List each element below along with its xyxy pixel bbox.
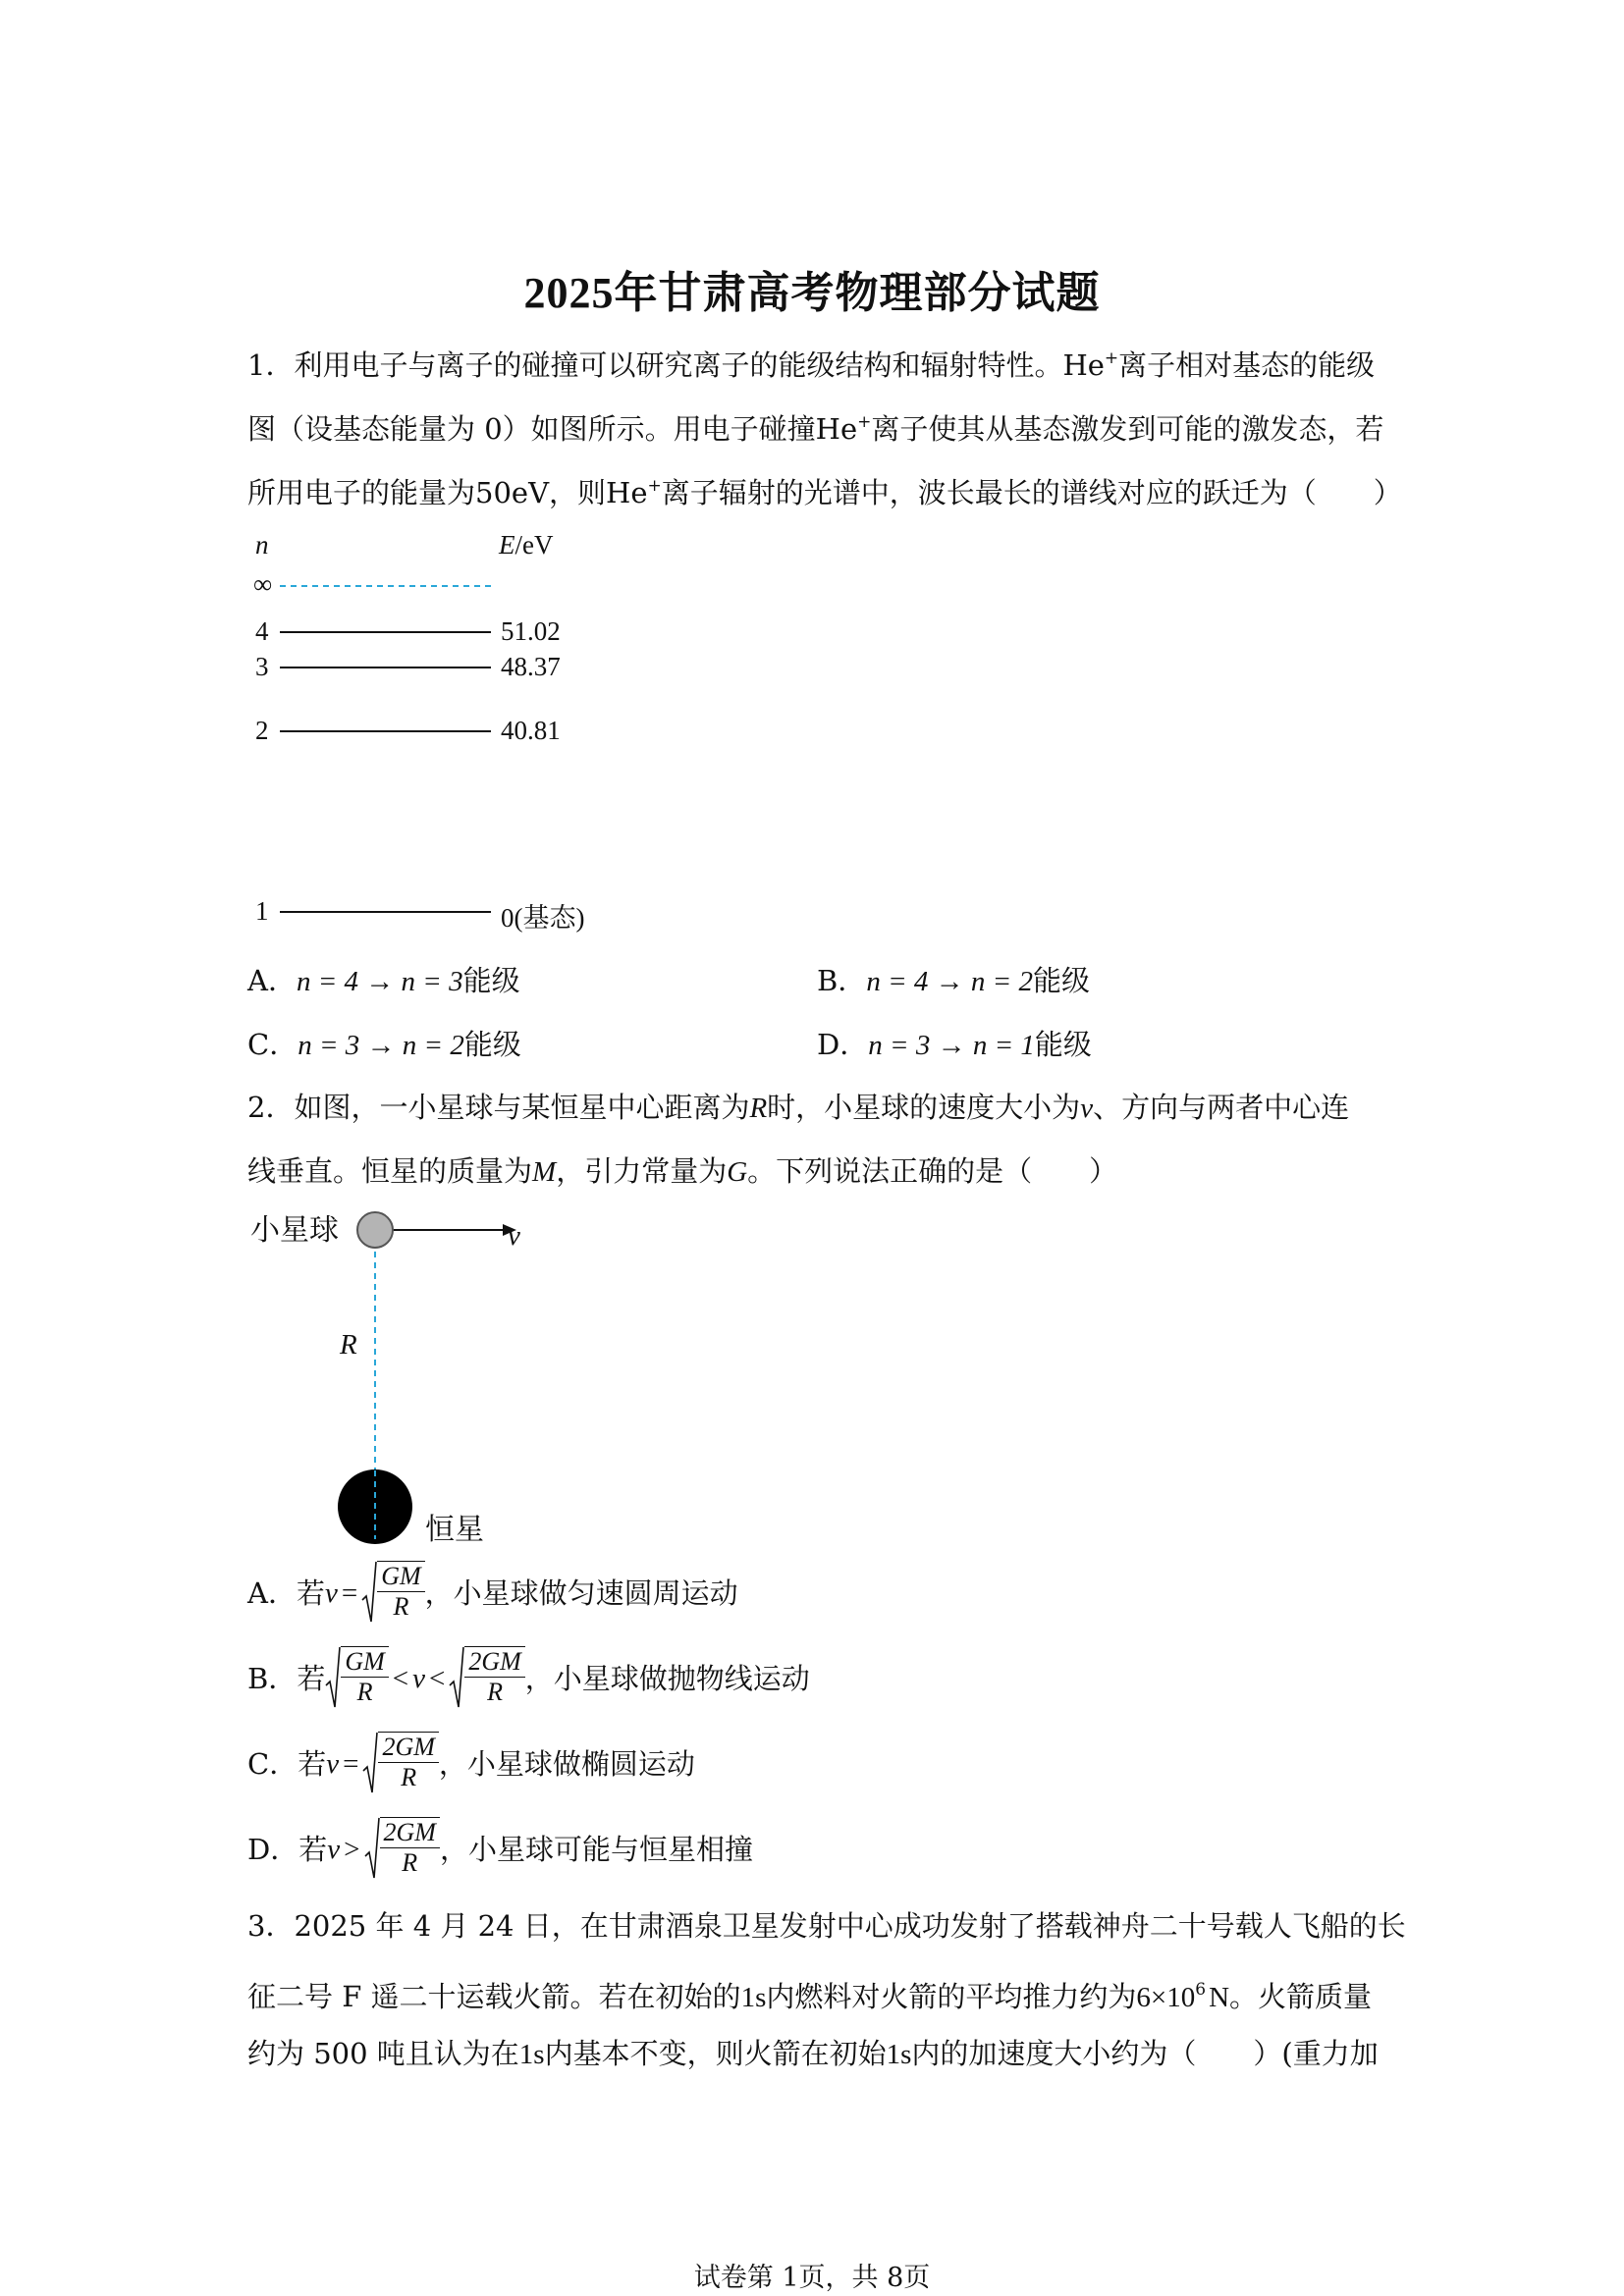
q1-text: ，则 [549,476,607,509]
velocity-label: v [508,1220,520,1252]
q2-option-a[interactable]: A． 若 v = $\frac{GM}{R}$ ，小星球做匀速圆周运动 [247,1561,738,1626]
option-expression: n = 4 → n = 2 [866,966,1033,997]
energy-axis-label: E/eV [499,530,554,560]
q3-line-2: 征二号 F 遥二十运载火箭。若在初始的1s内燃料对火箭的平均推力约为$6\times 10^6$ N。火箭质量 [247,1980,1373,2013]
q1-option-c[interactable]: C．n = 3 → n = 2能级 [247,1028,521,1061]
q1-option-a[interactable]: A．n = 4 → n = 3能级 [247,964,520,997]
level-energy-4: 51.02 [501,616,561,646]
planet-label: 小星球 [250,1213,339,1248]
ion-symbol: He [606,476,648,509]
q1-option-d[interactable]: D．n = 3 → n = 1能级 [817,1028,1092,1061]
symbol-m: M [532,1156,557,1188]
level-energy-3: 48.37 [501,652,561,681]
level-label-2: 2 [255,716,269,745]
q1-line-2 [247,402,1383,449]
q1-text: 离子使其从基态激发到可能的激发态，若 [871,412,1384,446]
planet-circle [357,1212,393,1248]
sqrt-2gm-over-r: $\frac{2GM}{R}$ [362,1732,438,1796]
energy-level-lines [275,564,511,928]
q2-option-d[interactable]: D． 若 v > $\frac{2GM}{R}$ ，小星球可能与恒星相撞 [247,1817,753,1882]
q1-text: 离子相对基态的能级 [1118,348,1376,382]
symbol-r: R [749,1093,768,1124]
q1-text: 图（设基态能量为 0）如图所示。用电子碰撞 [247,412,816,446]
q2-option-b[interactable]: B． 若 $\frac{GM}{R}$ < v < $\frac{2GM}{R}$ ，小星球做抛物线运动 [247,1646,810,1711]
page-title: 2025年甘肃高考物理部分试题 [523,269,1101,317]
symbol-g: G [727,1156,748,1188]
sqrt-2gm-over-r: $\frac{2GM}{R}$ [449,1646,524,1711]
sqrt-gm-over-r: $\frac{GM}{R}$ [361,1561,424,1626]
q1-text: 1．利用电子与离子的碰撞可以研究离子的能级结构和辐射特性。 [247,348,1063,382]
ion-charge: + [857,412,872,432]
q2-line-1: 2．如图，一小星球与某恒星中心距离为R时，小星球的速度大小为v、方向与两者中心连 [247,1091,1350,1124]
force-value: 6×10 [1136,1982,1196,2013]
page-footer: 试卷第 1页，共 8页 [693,2263,931,2293]
ion-symbol: He [1062,348,1105,382]
n-axis-label: n [255,530,269,560]
q2-option-c[interactable]: C． 若 v = $\frac{2GM}{R}$ ，小星球做椭圆运动 [247,1732,695,1796]
q2-line-2: 线垂直。恒星的质量为M，引力常量为G。下列说法正确的是（ ） [247,1154,1118,1188]
level-energy-1: 0(基态) [501,903,585,933]
time-value: 1s [518,2039,545,2070]
level-label-4: 4 [255,616,269,646]
electron-energy: 50eV [475,476,550,509]
q3-line-3: 约为 500 吨且认为在1s内基本不变，则火箭在初始1s内的加速度大小约为（ ）(重力加 [247,2037,1379,2070]
level-energy-2: 40.81 [501,716,561,745]
level-label-1: 1 [255,896,269,926]
ion-charge: + [1104,348,1119,368]
q1-line-1 [247,339,1375,385]
force-exponent: 6 [1195,1980,1207,2000]
sqrt-2gm-over-r: $\frac{2GM}{R}$ [364,1817,440,1882]
star-label: 恒星 [425,1513,484,1547]
time-value: 1s [740,1982,767,2013]
ion-charge: + [647,476,662,496]
radius-label: R [340,1329,357,1361]
ion-symbol: He [815,412,858,446]
option-expression: n = 4 → n = 3 [296,966,463,997]
level-label-infinity: ∞ [253,569,273,599]
option-expression: n = 3 → n = 2 [298,1030,464,1061]
force-unit: N [1209,1982,1230,2013]
option-expression: n = 3 → n = 1 [868,1030,1035,1061]
q1-text: 所用电子的能量为 [247,476,476,509]
q1-option-b[interactable]: B．n = 4 → n = 2能级 [817,964,1090,997]
sqrt-gm-over-r: $\frac{GM}{R}$ [325,1646,388,1711]
q1-line-3 [247,466,1402,512]
level-label-3: 3 [255,652,269,681]
q1-text: 离子辐射的光谱中，波长最长的谱线对应的跃迁为（ ） [661,476,1402,509]
time-value: 1s [886,2039,912,2070]
q3-line-1: 3．2025 年 4 月 24 日，在甘肃酒泉卫星发射中心成功发射了搭载神舟二十号载人飞船的长 [247,1909,1406,1943]
symbol-v: v [1080,1093,1094,1124]
